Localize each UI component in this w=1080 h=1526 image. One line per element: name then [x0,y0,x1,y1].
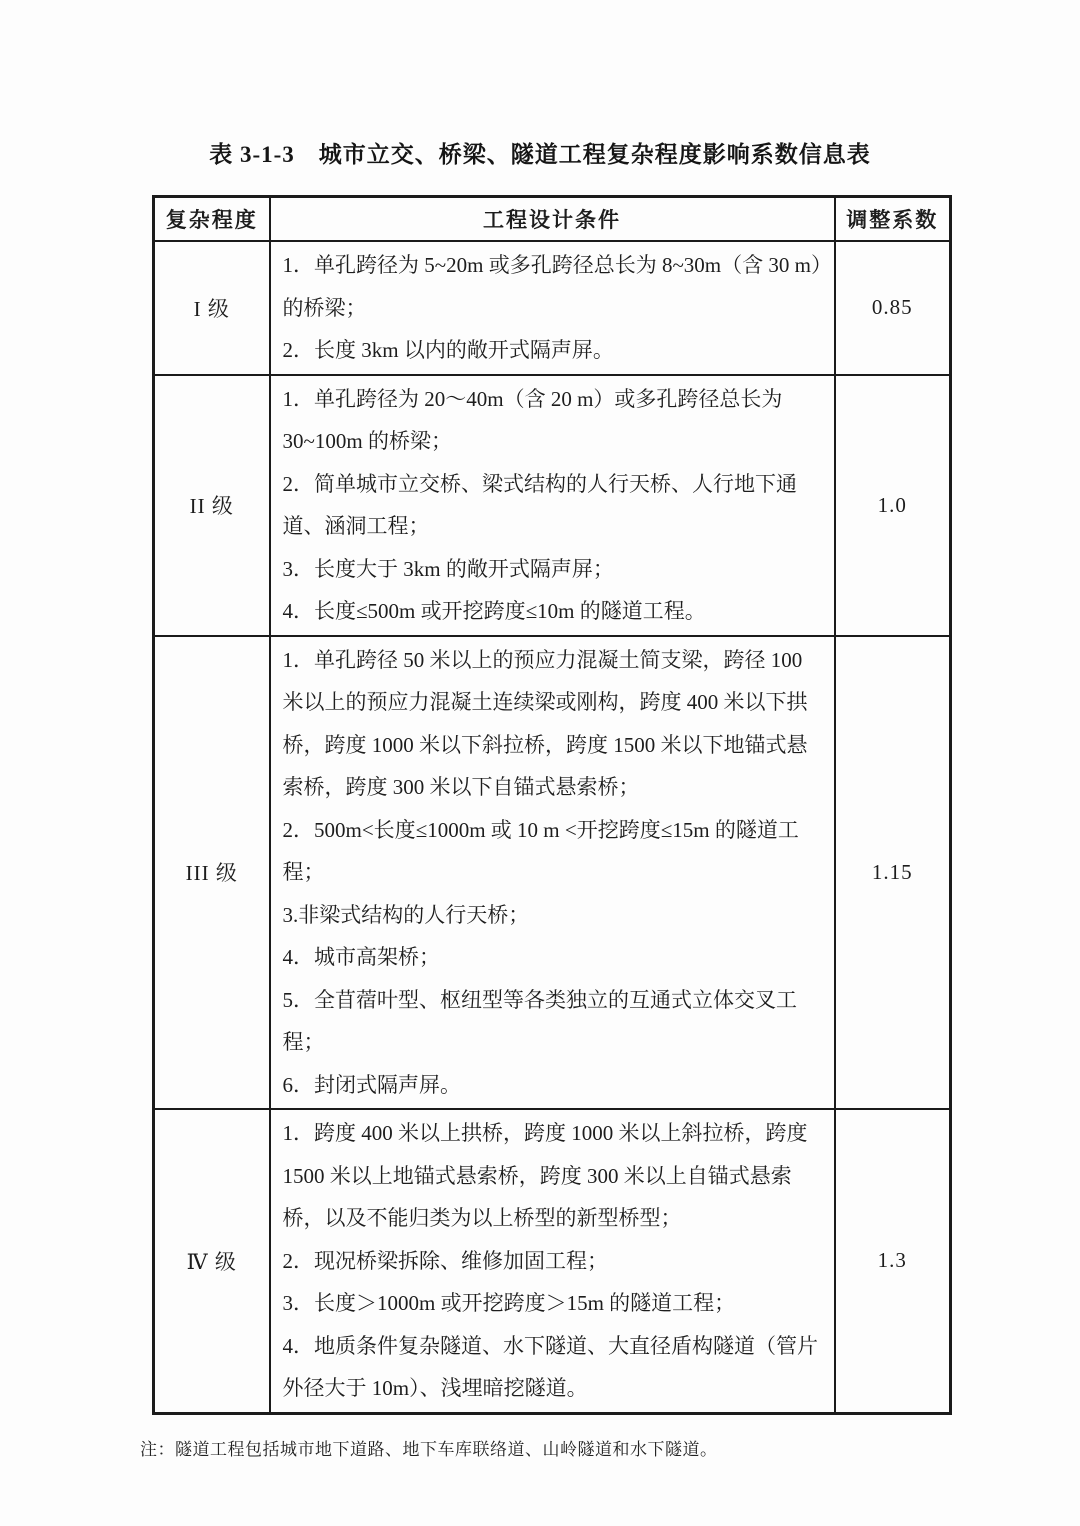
document-title: 表 3-1-3 城市立交、桥梁、隧道工程复杂程度影响系数信息表 [209,142,871,167]
conditions-cell [270,1109,835,1413]
header-complexity-level: 复杂程度 [154,197,270,242]
condition-item: 2．500m<长度≤1000m 或 10 m <开挖跨度≤15m 的隧道工程； [282,817,799,884]
condition-item: 1．单孔跨径 50 米以上的预应力混凝土简支梁，跨径 100 米以上的预应力混凝土连续梁或刚构，跨度 400 米以下拱桥，跨度 1000 米以下斜拉桥，跨度 1500 米以下地锚式悬索桥，跨度 300 米以下自锚式悬索桥； [282,647,808,799]
complexity-coefficient-table [152,195,952,1415]
level-cell: I 级 [154,241,270,375]
conditions-cell [270,241,835,375]
table-row-level-1 [154,241,951,375]
condition-item: 1．单孔跨径为 20～40m（含 20 m）或多孔跨径总长为 30~100m 的桥梁； [282,386,783,453]
condition-item: 4．地质条件复杂隧道、水下隧道、大直径盾构隧道（管片外径大于 10m）、浅埋暗挖隧道。 [282,1333,818,1400]
condition-item: 1．单孔跨径为 5~20m 或多孔跨径总长为 8~30m（含 30 m）的桥梁； [282,253,822,320]
condition-item: 4．城市高架桥； [282,945,440,969]
conditions-cell [270,375,835,636]
table-row-level-4 [154,1109,951,1413]
condition-item: 6．封闭式隔声屏。 [282,1072,461,1097]
level-cell: Ⅳ 级 [154,1109,270,1413]
level-cell: II 级 [154,375,270,636]
condition-item: 4．长度≤500m 或开挖跨度≤10m 的隧道工程。 [282,599,706,623]
condition-item: 5．全苜蓿叶型、枢纽型等各类独立的互通式立体交叉工程； [282,987,797,1054]
condition-item: 2．现况桥梁拆除、维修加固工程； [282,1248,608,1273]
level-cell: III 级 [154,636,270,1110]
table-row-level-2 [154,375,951,636]
condition-item: 3.非梁式结构的人行天桥； [282,902,530,927]
condition-item: 2．长度 3km 以内的敞开式隔声屏。 [282,338,614,362]
table-row-level-3 [154,636,951,1110]
condition-item: 2．简单城市立交桥、梁式结构的人行天桥、人行地下通道、涵洞工程； [282,471,797,538]
coefficient-cell: 1.0 [835,375,951,636]
coefficient-cell: 1.15 [835,636,951,1110]
coefficient-cell: 1.3 [835,1109,951,1413]
coefficient-cell: 0.85 [835,241,951,375]
table-footnote: 注：隧道工程包括城市地下道路、地下车库联络道、山岭隧道和水下隧道。 [140,1439,718,1459]
table-header-row [154,197,951,242]
condition-item: 3．长度大于 3km 的敞开式隔声屏； [282,556,614,581]
header-design-conditions: 工程设计条件 [270,197,835,242]
conditions-cell [270,636,835,1110]
condition-item: 1．跨度 400 米以上拱桥，跨度 1000 米以上斜拉桥，跨度 1500 米以上地锚式悬索桥，跨度 300 米以上自锚式悬索桥，以及不能归类为以上桥型的新型桥型； [282,1121,808,1230]
header-adjustment-coefficient: 调整系数 [835,197,951,242]
condition-item: 3．长度＞1000m 或开挖跨度＞15m 的隧道工程； [282,1291,736,1315]
